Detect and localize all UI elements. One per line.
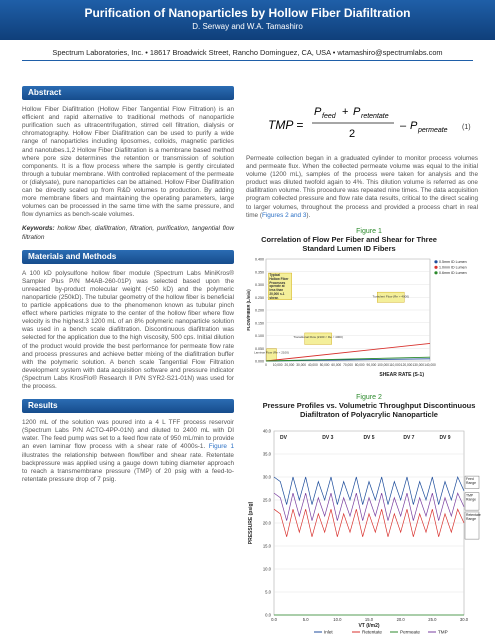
fig2-range-label: TMP [466, 493, 474, 498]
fig2-legend-label: Retentate [362, 629, 382, 635]
eq-pp-sub: permeate [418, 127, 448, 134]
fig1-x-tick: 120,000 [400, 363, 413, 367]
fig2-x-tick: 20.0 [396, 617, 405, 622]
results-heading: Results [22, 399, 234, 413]
eq-den: 2 [349, 128, 356, 140]
fig1-y-tick: 0.400 [255, 257, 264, 262]
fig1-legend-label: 0.6mm ID Lumen [439, 271, 467, 275]
fig1-x-tick: 100,000 [377, 363, 389, 367]
fig2-y-tick: 15.0 [262, 543, 271, 549]
title-banner [0, 0, 495, 40]
fig2-x-tick: 5.0 [302, 617, 309, 622]
tmp-equation [246, 99, 478, 151]
figure-2-chart [244, 419, 494, 639]
poster-authors: D. Serway and W.A. Tamashiro [192, 22, 303, 31]
fig1-x-tick: 10,000 [272, 363, 283, 367]
fig1-x-tick: 50,000 [319, 363, 330, 367]
fig2-range-label: Range [466, 497, 476, 502]
fig2-x-tick: 25.0 [428, 617, 437, 622]
header-divider [22, 60, 473, 61]
eq-minus: – [400, 120, 407, 132]
abstract-body: Hollow Fiber Diafiltration (Hollow Fiber Tangential Flow Filtration) is an efficient and rapid alternative to traditional methods of nanoparticle purification such as ultracentrifugation, stirred cell filtration, dialysis or chromatography. Hollow Fiber Diafiltration can be used to purify a wide range of nanoparticles including liposomes, colloids, magnetic particles and nanotubes.1,2 Hollow Fiber Diafiltration is a membrane based method where pore size determines the retention or transmission of solution components. It is a flow process where the sample is gently circulated through a tubular membrane. With controlled replacement of the permeate or (dialysate), pure nanoparticles can be attained. Hollow Fiber Diafiltration can be directly scaled up from R&D volumes to production. By adding more membrane fibers and maintaining the operating parameters, large volumes can be processed in the same time with the same pressure, and flow dynamics as bench-scale volumes. [22, 106, 234, 219]
fig2-x-tick: 15.0 [364, 617, 374, 622]
right-text-1: Permeate collection began in a graduated cylinder to monitor process volumes and permeate flux. When the collected permeate volume was equal to the initial volume (1200 mL), samples of the process were taken for analysis and the product was diluted twofold again to 4%. This dilution volume is referred as one diafiltration volume. This procedure was repeated nine times. The data acquisition program collected pressure and flow rate data results, critical to the direct scaling to larger volumes, throughout the process and provided a process chart in real time ( [246, 155, 478, 219]
fig2-y-tick: 40.0 [262, 428, 271, 434]
right-column-text [246, 155, 478, 226]
fig1-laminar-label: Laminar Flow (Re < 2100) [254, 350, 289, 355]
fig1-x-tick: 130,000 [412, 363, 425, 367]
fig2-y-tick: 20.0 [262, 520, 271, 526]
fig1-legend-marker [434, 260, 437, 263]
fig2-y-tick: 0.0 [265, 612, 271, 618]
right-body [246, 155, 478, 220]
fig1-y-tick: 0.100 [255, 334, 264, 338]
fig2-dv-label: DV 7 [403, 435, 415, 441]
fig1-legend-marker [434, 271, 437, 274]
figure-1 [244, 228, 494, 388]
fig1-x-tick: 90,000 [366, 363, 377, 367]
abstract-heading: Abstract [22, 86, 234, 100]
fig2-x-tick: 30.0 [459, 617, 469, 622]
fig1-legend-marker [434, 266, 437, 269]
figure-1-title: Correlation of Flow Per Fiber and Shear for Three Standard Lumen ID Fibers [261, 235, 437, 253]
keywords-text: hollow fiber, diafiltration, filtration, purification, tangential flow filtration [22, 225, 235, 241]
fig1-typical-note [268, 273, 291, 300]
fig2-legend-label: Permeate [400, 629, 420, 635]
fig1-transitional-label: Transitional Flow (2100 < Re < 4000) [293, 335, 343, 340]
fig1-x-tick: 40,000 [307, 363, 318, 367]
fig2-range-label: Range [466, 516, 476, 521]
results-text-1: 1200 mL of the solution was poured into a 4 L TFF process reservoir (Spectrum Labs P/N ACTO-4PP-01N) and diluted to 2400 mL with DI water. The feed pump was set to a feed flow rate of 950 mL/min to provide an even laminar flow process with a shear rate of 4000s-1. [22, 419, 234, 451]
fig2-y-tick: 35.0 [262, 451, 271, 457]
fig1-y-tick: 0.200 [255, 308, 264, 313]
fig2-y-tick: 25.0 [262, 497, 271, 503]
fig2-legend-label: Inlet [324, 629, 333, 635]
fig1-y-axis-label: FLOW/FIBER (L/min) [246, 289, 251, 331]
fig1-x-tick: 20,000 [284, 363, 295, 367]
fig1-y-tick: 0.350 [255, 270, 264, 275]
fig1-x-tick: 70,000 [343, 363, 353, 367]
fig1-x-tick: 80,000 [354, 363, 365, 367]
fig1-y-tick: 0.000 [255, 359, 264, 364]
fig2-y-axis-label: PRESSURE (psig) [248, 501, 254, 545]
fig2-dv-label: DV 9 [439, 435, 451, 441]
methods-body: A 100 kD polysulfone hollow fiber module (Spectrum Labs MiniKros® Sampler Plus P/N M4AB-260-01P) was selected based upon the unreacted by-product molecular weight (<50 kD) and the polymeric nanoparticle (250kD). The tubular geometry of the hollow fiber is beneficial to particle applications due to the phenomenon known as tubular pinch effect where particles migrate to the center of the hollow fiber where flow velocity is the highest.3 1200 mL of an 8% polymeric nanoparticle solution was used in a bench scale diafiltration. Discontinuous diafiltration was selected for the application due to the high viscosity, 500 cps. Initial dilution of the product would provide the best performance for permeate flow rate and process pressures and achieve better mixing of the diafiltration buffer with the polymeric solution. A bench scale Tangential Flow Filtration development system with data acquisition software and pressure indicator (Spectrum Labs KrosFlo® Research II P/N SYR2-S21-01N) was used for the process. [22, 269, 234, 390]
eq-pa: P [314, 106, 322, 118]
figure-2-label: Figure 2 [356, 394, 382, 401]
fig2-x-axis-label: VT (l/m2) [358, 623, 380, 629]
eq-number: (1) [462, 124, 471, 131]
eq-pb: P [353, 106, 361, 118]
figure-2-title: Pressure Profiles vs. Volumetric Throughput Discontinuous Diafiltraton of Polyacrylic Nanoparticle [262, 401, 476, 419]
fig1-y-tick: 0.250 [255, 295, 264, 300]
fig1-x-tick: 140,000 [424, 363, 436, 367]
fig1-turbulent-label: Turbulent Flow (Re > 4000) [372, 294, 410, 299]
fig2-range-label: Range [466, 481, 476, 486]
figure-1-chart [244, 253, 494, 383]
fig2-dv-label: DV [280, 435, 287, 441]
eq-lhs: TMP = [268, 118, 304, 132]
fig1-x-axis-label: SHEAR RATE (S-1) [379, 372, 424, 378]
right-text-2: ). [306, 211, 311, 219]
fig1-x-tick: 110,000 [389, 363, 401, 367]
fig2-range-label: Feed [466, 477, 474, 482]
fig1-legend-label: 0.5mm ID Lumen [439, 260, 467, 264]
results-body [22, 419, 234, 484]
fig1-x-tick: 30,000 [296, 363, 307, 367]
equation-svg [246, 99, 478, 151]
keywords-label: Keywords: [22, 225, 55, 233]
fig1-y-tick: 0.150 [255, 321, 264, 326]
left-column [22, 84, 234, 490]
fig2-dv-label: DV 5 [363, 435, 375, 441]
fig2-y-tick: 10.0 [262, 566, 271, 572]
fig2-x-tick: 10.0 [333, 617, 342, 622]
fig1-y-tick: 0.050 [255, 346, 264, 351]
results-text-2: illustrates the relationship between flow/fiber and shear rate. Retentate backpressure was applied using a gauge down tubing diameter approach to reach a transmembrane pressure (TMP) of 20 psig with a feed-to-retentate pressure drop of 7 psig. [22, 451, 234, 483]
fig2-y-tick: 5.0 [265, 589, 271, 595]
keywords [22, 225, 234, 241]
eq-pb-sub: retentate [361, 113, 389, 120]
fig1-y-tick: 0.300 [255, 283, 264, 287]
fig2-y-tick: 30.0 [262, 474, 271, 480]
affiliation: Spectrum Laboratories, Inc. • 18617 Broadwick Street, Rancho Dominguez, CA, USA • wtamashiro@spectrumlabs.com [52, 48, 443, 57]
fig1-x-tick: 0 [265, 363, 267, 367]
figures-2-3-link[interactable]: Figures 2 and 3 [261, 211, 307, 219]
figure-1-link[interactable]: Figure 1 [208, 443, 234, 451]
eq-pp: P [410, 120, 418, 132]
figure-1-label: Figure 1 [356, 228, 382, 235]
poster-title: Purification of Nanoparticles by Hollow Fiber Diafiltration [84, 6, 411, 20]
fig1-typical-note-text: Typical Hollow Fiber Processes operate at less than 20,000 s-1 shear. [269, 273, 289, 300]
fig1-legend-label: 1.0mm ID Lumen [439, 265, 467, 270]
fig2-dv-label: DV 3 [322, 435, 334, 441]
fig1-x-tick: 60,000 [331, 363, 342, 367]
fig2-range-label: Retentate [466, 512, 481, 517]
eq-plus: + [342, 106, 349, 118]
methods-heading: Materials and Methods [22, 250, 234, 264]
fig2-legend-label: TMP [438, 629, 448, 635]
fig2-x-tick: 0.0 [271, 617, 277, 622]
eq-pa-sub: feed [322, 113, 336, 120]
figure-2 [244, 394, 494, 644]
